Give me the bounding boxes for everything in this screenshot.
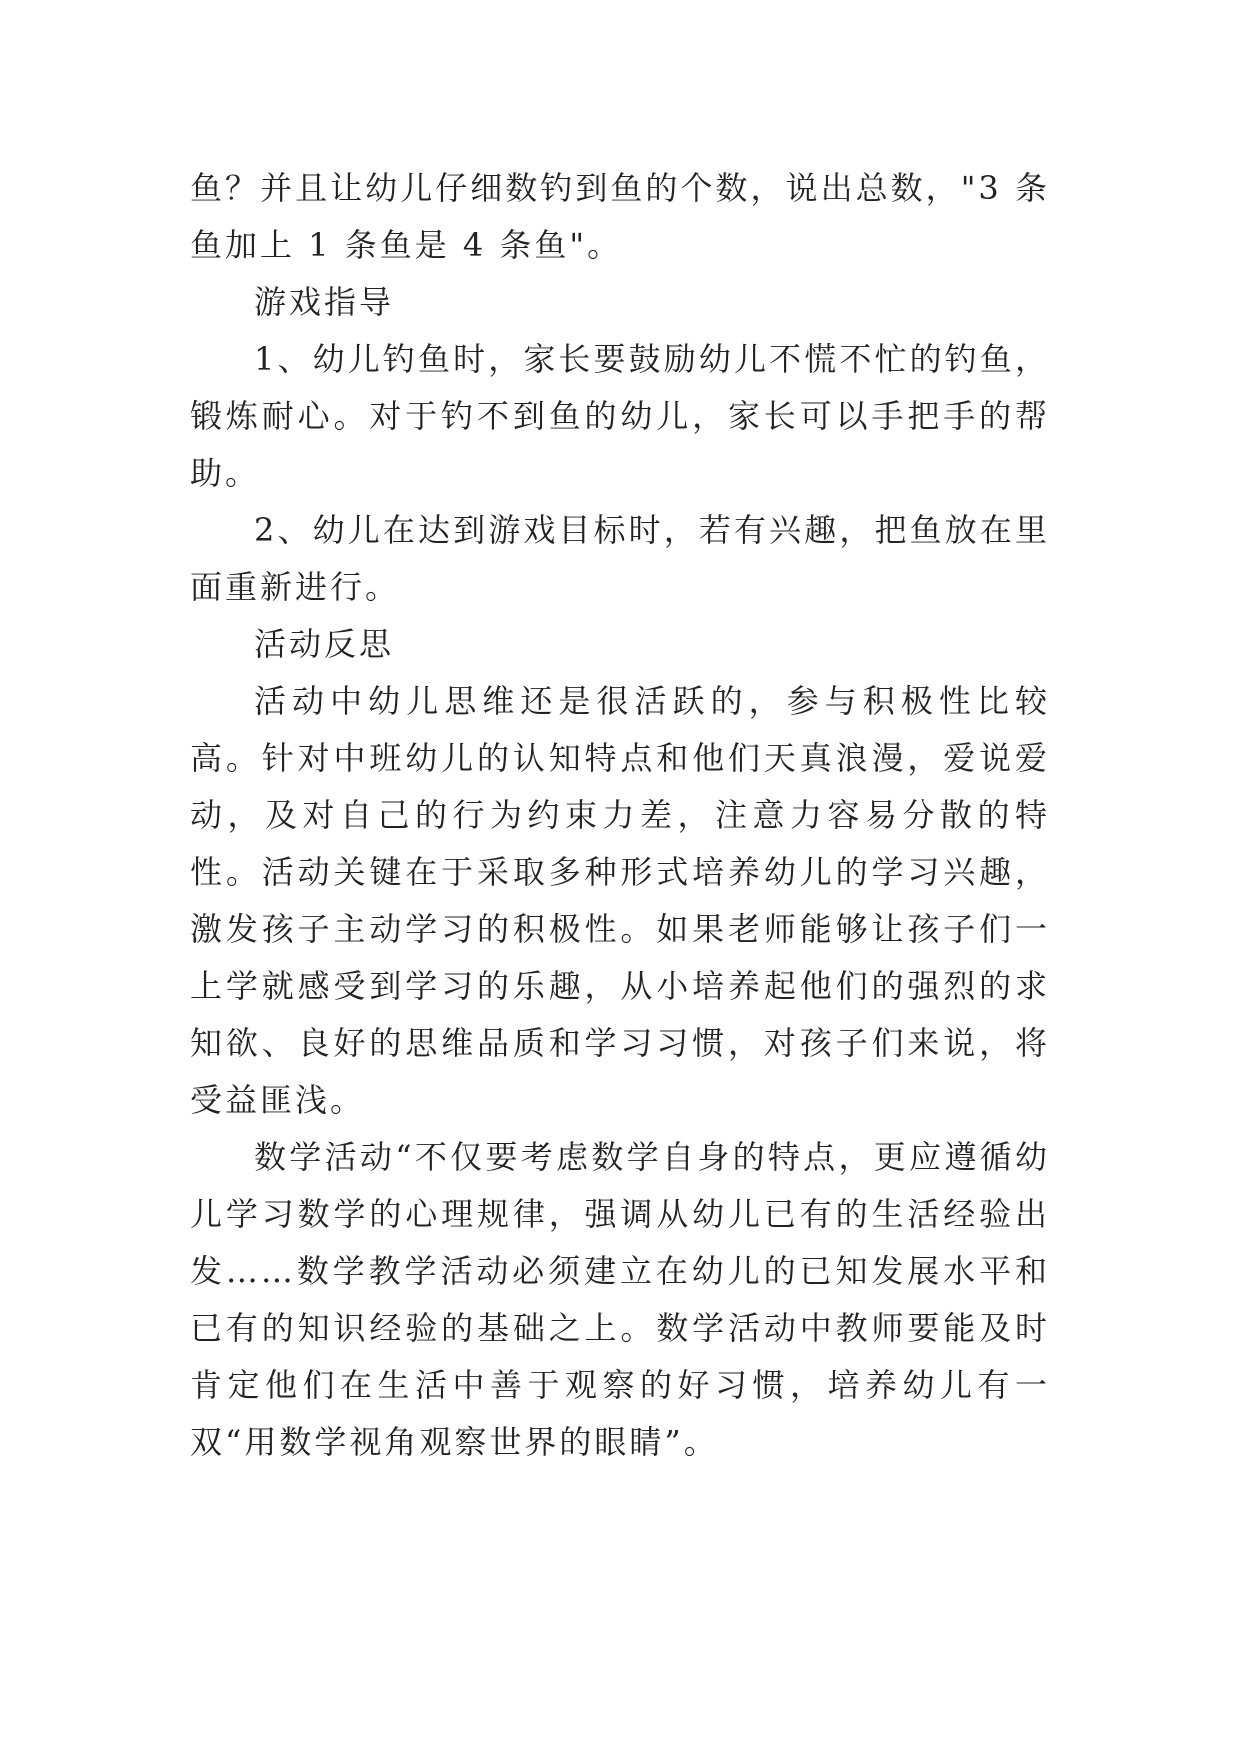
paragraph-guidance-2: 2、幼儿在达到游戏目标时，若有兴趣，把鱼放在里面重新进行。 <box>190 511 1050 606</box>
heading-activity-reflection: 活动反思 <box>254 625 395 663</box>
paragraph-guidance-1: 1、幼儿钓鱼时，家长要鼓励幼儿不慌不忙的钓鱼，锻炼耐心。对于钓不到鱼的幼儿，家长可以手把手的帮助。 <box>190 340 1050 492</box>
document-body <box>190 160 1050 1471</box>
paragraph-reflection-1: 活动中幼儿思维还是很活跃的，参与积极性比较高。针对中班幼儿的认知特点和他们天真浪漫，爱说爱动，及对自己的行为约束力差，注意力容易分散的特性。活动关键在于采取多种形式培养幼儿的学习兴趣，激发孩子主动学习的积极性。如果老师能够让孩子们一上学就感受到学习的乐趣，从小培养起他们的强烈的求知欲、良好的思维品质和学习习惯，对孩子们来说，将受益匪浅。 <box>190 682 1050 1119</box>
heading-game-guidance: 游戏指导 <box>254 283 395 321</box>
paragraph-fishing-count: 鱼？并且让幼儿仔细数钓到鱼的个数，说出总数，"3 条鱼加上 1 条鱼是 4 条鱼"。 <box>190 169 1050 264</box>
paragraph-reflection-2: 数学活动“不仅要考虑数学自身的特点，更应遵循幼儿学习数学的心理规律，强调从幼儿已有的生活经验出发……数学教学活动必须建立在幼儿的已知发展水平和已有的知识经验的基础之上。数学活动中教师要能及时肯定他们在生活中善于观察的好习惯，培养幼儿有一双“用数学视角观察世界的眼睛”。 <box>190 1138 1050 1461</box>
